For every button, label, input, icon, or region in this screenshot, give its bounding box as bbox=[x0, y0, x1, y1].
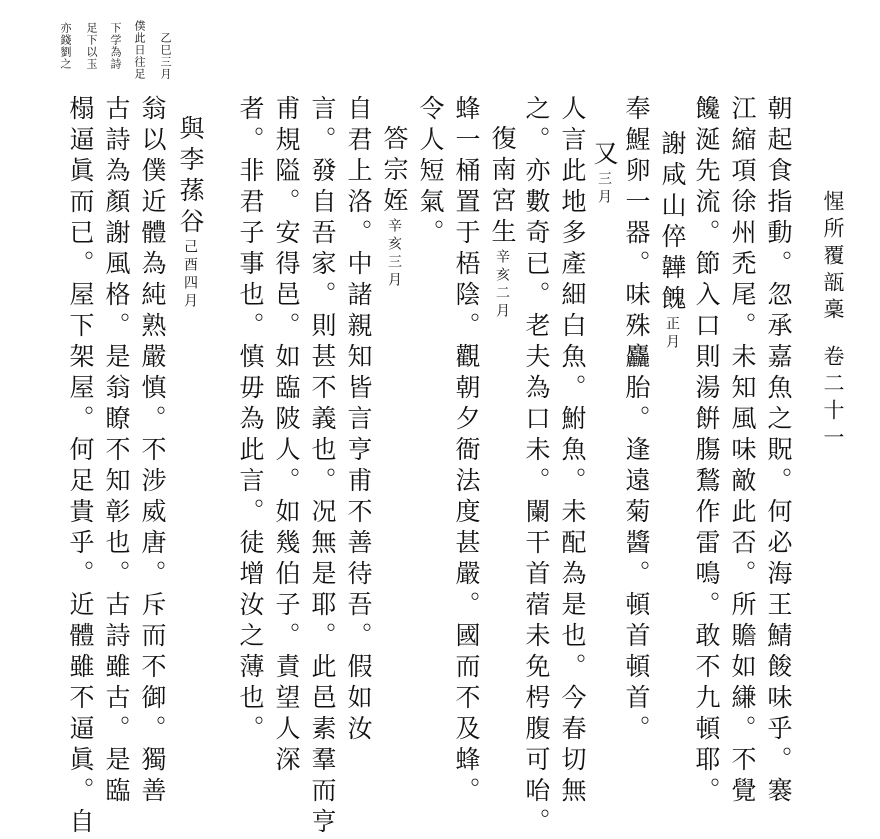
letter-heading-1-title: 謝咸山倅韡餽 bbox=[658, 130, 687, 316]
letter-heading-2-title: 又 bbox=[590, 140, 619, 171]
margin-note-3: 下学為詩 bbox=[109, 22, 122, 70]
text-column-11: 令人短氣。 bbox=[416, 95, 445, 250]
letter-heading-5-date: 己酉四月 bbox=[182, 239, 198, 311]
volume-label: 卷二十一 bbox=[821, 345, 845, 453]
text-column-3: 饞涎先流。節入口則湯餠膓鶖作雷鳴。敢不九頓耶。 bbox=[692, 95, 721, 808]
book-title-text: 惺所覆瓿稾 bbox=[821, 190, 845, 325]
text-column-18: 翁以僕近體為純熟嚴慎。不涉威唐。斥而不御。獨善 bbox=[138, 95, 167, 808]
margin-note-4: 足下以玉 bbox=[85, 22, 98, 70]
letter-heading-4 bbox=[382, 125, 407, 290]
text-column-16: 者。非君子事也。慎毋為此言。徒增汝之薄也。 bbox=[236, 95, 265, 746]
letter-heading-5-title: 與李蓀谷 bbox=[176, 115, 205, 239]
text-column-15: 甫規隘。安得邑。如臨陂人。如幾伯子。責望人深 bbox=[272, 95, 301, 777]
letter-heading-1 bbox=[660, 130, 685, 352]
text-column-14: 言。發自吾家。則甚不義也。况無是耶。此邑素羣而亨 bbox=[308, 95, 337, 839]
text-column-20: 榻逼眞而已。屋下架屋。何足貴乎。近體雖不逼眞。自 bbox=[66, 95, 95, 839]
letter-heading-2-date: 三月 bbox=[596, 171, 612, 207]
text-column-19: 古詩為顏謝風格。是翁瞭不知彰也。古詩雖古。是臨 bbox=[102, 95, 131, 808]
text-column-7: 人言此地多產細白魚。鮒魚。未配為是也。今春切無 bbox=[558, 95, 587, 808]
letter-heading-2 bbox=[592, 140, 617, 207]
letter-heading-3-title: 復南宮生 bbox=[488, 125, 517, 249]
letter-heading-4-date: 辛亥三月 bbox=[386, 218, 402, 290]
margin-note-2: 僕此日往足 bbox=[133, 20, 146, 80]
text-column-10: 蜂一桶置于梧陰。觀朝夕衙法度甚嚴。國而不及蜂。 bbox=[452, 95, 481, 808]
letter-heading-3 bbox=[490, 125, 515, 321]
text-column-1: 朝起食指動。忽承嘉魚之貺。何必海王鯖餕味乎。褰 bbox=[764, 95, 793, 808]
text-column-8: 之。亦數奇已。老夫為口未。闌干首蓿未免枵腹可咍。 bbox=[522, 95, 551, 839]
letter-heading-4-title: 答宗姪 bbox=[380, 125, 409, 218]
book-title bbox=[822, 190, 843, 453]
text-column-13: 自君上洛。中諸親知皆言亨甫不善待吾。假如汝 bbox=[344, 95, 373, 746]
letter-heading-5 bbox=[178, 115, 203, 311]
letter-heading-1-date: 正月 bbox=[664, 316, 680, 352]
margin-note-1: 乙巳三月 bbox=[159, 32, 172, 80]
text-column-5: 奉鯹卵一器。味殊麤胎。逢遠菊醬。頓首頓首。 bbox=[622, 95, 651, 746]
text-column-2: 江縮項徐州禿尾。未知風味敵此否。所贍如縑。不覺 bbox=[728, 95, 757, 808]
margin-note-5: 亦錢劉之 bbox=[59, 22, 72, 70]
letter-heading-3-date: 辛亥二月 bbox=[494, 249, 510, 321]
